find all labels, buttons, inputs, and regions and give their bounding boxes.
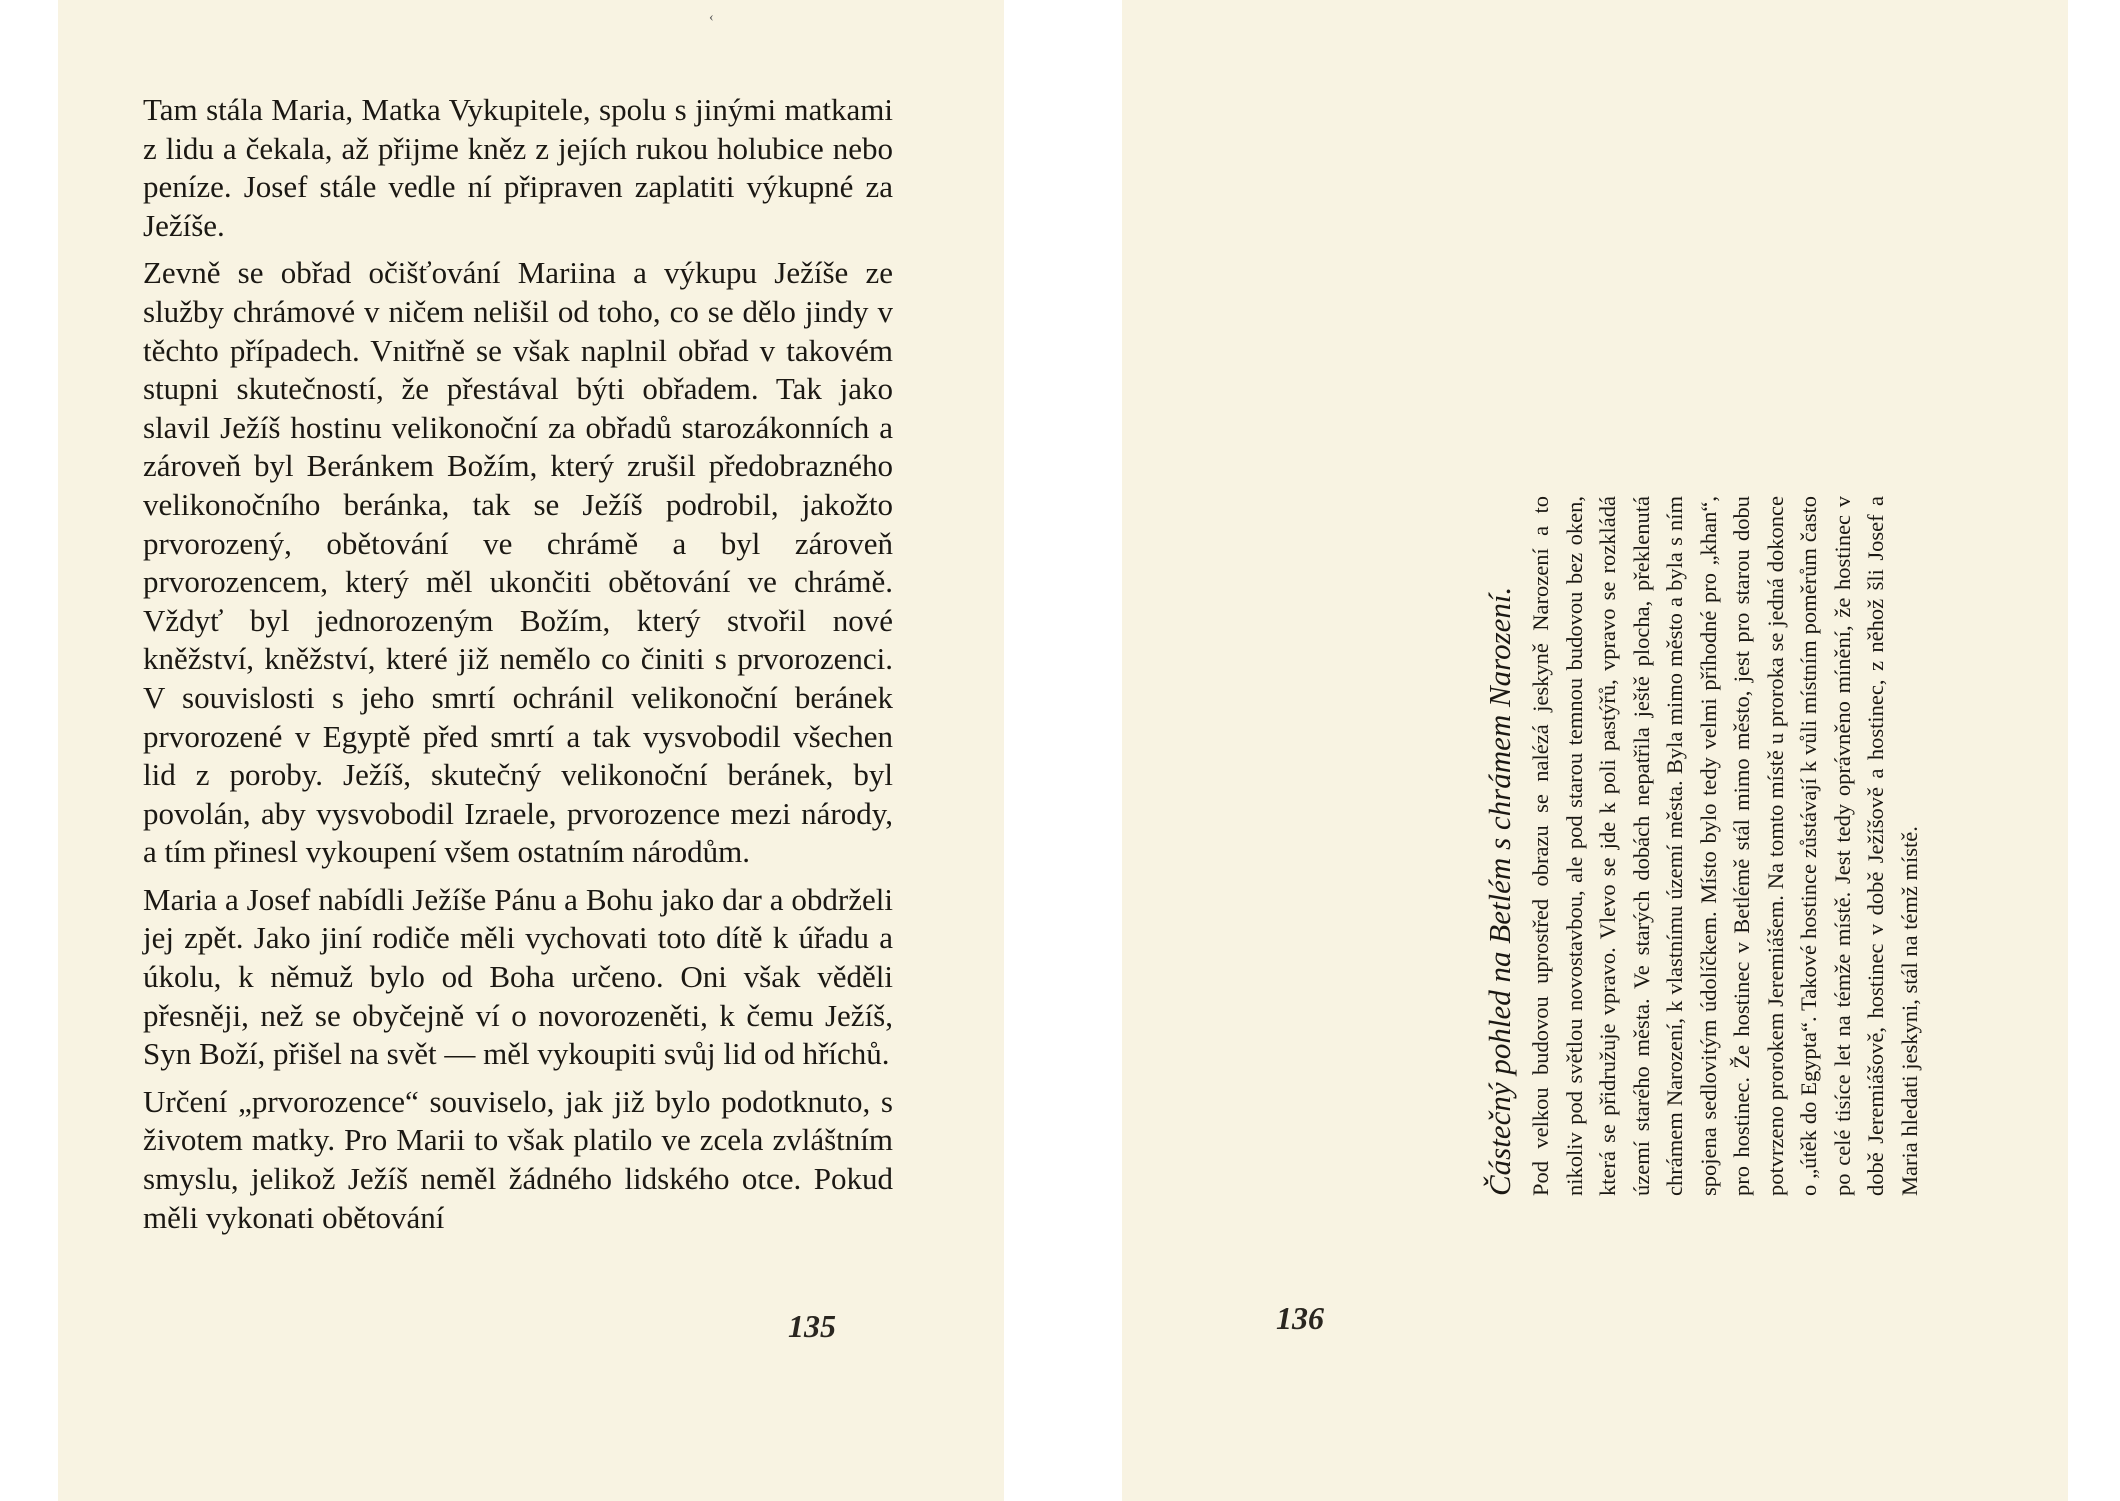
left-page-body: [143, 91, 893, 1246]
paragraph: Maria a Josef nabídli Ježíše Pánu a Bohu jako dar a obdrželi jej zpět. Jako jiní rodiče měli vychovati toto dítě k úřadu a úkolu, k němuž bylo od Boha určeno. Oni však věděli přesněji, než se obyčejně ví o novorozeněti, k čemu Ježíš, Syn Boží, přišel na svět — měl vykoupiti svůj lid od hříchů.: [143, 881, 893, 1072]
page-number: 135: [788, 1308, 836, 1344]
paragraph: Zevně se obřad očišťování Mariina a výkupu Ježíše ze služby chrámové v ničem nelišil od toho, co se dělo jindy v těchto případech. Vnitřně se však naplnil obřad v takovém stupni skutečností, že přestával býti obřadem. Tak jako slavil Ježíš hostinu velikonoční za obřadů starozákonních a zároveň byl Beránkem Božím, který zrušil předobrazného velikonočního beránka, tak se Ježíš podrobil, jakožto prvorozený, obětování ve chrámě a byl zároveň prvorozencem, který měl ukončiti obětování ve chrámě. Vždyť byl jednorozeným Božím, který stvořil nové kněžství, kněžství, které již nemělo co činiti s prvorozenci. V souvislosti s jeho smrtí ochránil velikonoční beránek prvorozené v Egyptě před smrtí a tak vysvobodil všechen lid z poroby. Ježíš, skutečný velikonoční beránek, byl povolán, aby vysvobodil Izraele, prvorozence mezi národy, a tím přinesl vykoupení všem ostatním národům.: [143, 255, 893, 870]
caption-title: Částečný pohled na Betlém s chrámem Narození.: [1482, 586, 1517, 1196]
page-number: 136: [1276, 1300, 1324, 1336]
caption-body: Pod velkou budovou uprostřed obrazu se nalézá jeskyně Narození a to nikoliv pod světlou novostavbou, ale pod starou temnou budovou bez oken, která se přidružuje vpravo. Vlevo se jde k poli pastýřů, vpravo se rozkládá území starého města. Ve starých dobách nepatřila ještě plocha, překlenutá chrámem Narození, k vlastnímu území města. Byla mimo město a byla s ním spojena sedlovitým údolíčkem. Místo bylo tedy velmi příhodné pro „khan“, pro hostinec. Že hostinec v Betlémě stál mimo město, jest pro starou dobu potvrzeno prorokem Jeremiášem. Na tomto místě u proroka se jedná dokonce o „útěk do Egypta“. Takové hostince zůstávají k vůli místním poměrům často po celé tisíce let na témže místě. Jest tedy oprávněno mínění, že hostinec v době Jeremiášově, hostinec v době Ježíšově a hostinec, z něhož šli Josef a Maria hledati jeskyni, stál na témž místě.: [1528, 496, 1922, 1196]
fold-mark: ‹: [709, 10, 714, 25]
left-page: [58, 0, 1004, 1501]
paragraph: Tam stála Maria, Matka Vykupitele, spolu s jinými matkami z lidu a čekala, až přijme kněz z jejích rukou holubice nebo peníze. Josef stále vedle ní připraven zaplatiti výkupné za Ježíše.: [143, 92, 893, 243]
right-page: [1122, 0, 2068, 1501]
photo-caption: [1480, 496, 1926, 1196]
paragraph: Určení „prvorozence“ souviselo, jak již bylo podotknuto, s životem matky. Pro Marii to však platilo ve zcela zvláštním smyslu, jelikož Ježíš neměl žádného lidského otce. Pokud měli vykonati obětování: [143, 1083, 893, 1235]
